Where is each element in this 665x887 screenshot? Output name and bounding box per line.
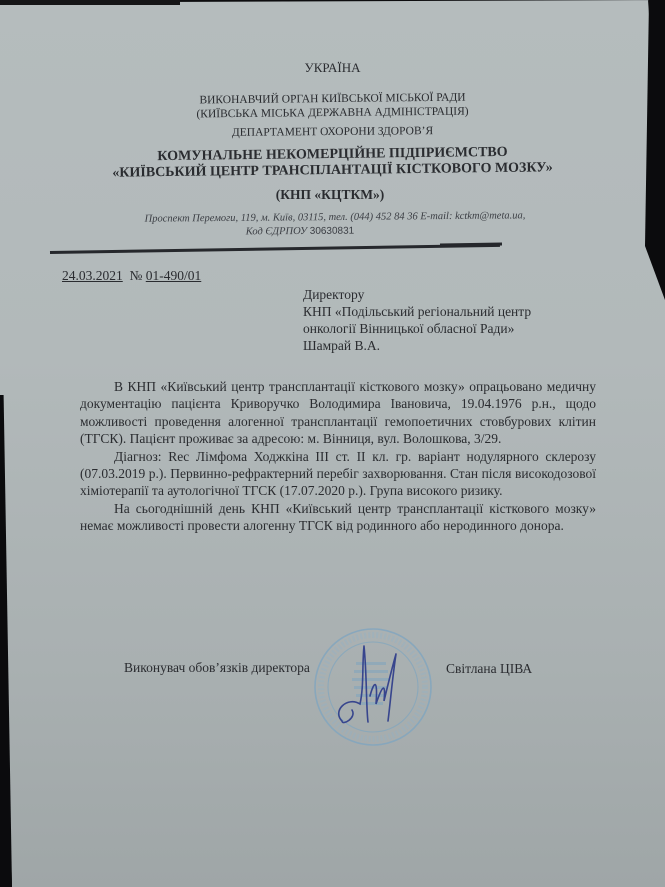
document-reference [62, 268, 201, 284]
organization-name-line-2: «КИЇВСЬКИЙ ЦЕНТР ТРАНСПЛАНТАЦІЇ КІСТКОВОГО МОЗКУ» [112, 160, 553, 181]
country-heading: УКРАЇНА [304, 60, 361, 75]
addressee-line-2: КНП «Подільський регіональний центр [303, 304, 532, 319]
authority-line-1: ВИКОНАВЧИЙ ОРГАН КИЇВСЬКОЇ МІСЬКОЇ РАДИ [199, 91, 466, 107]
addressee-line-3: онкології Вінницької обласної Ради» [303, 321, 515, 336]
edrpou-code-label: Код ЄДРПОУ [245, 225, 308, 238]
document-number: 01-490/01 [145, 268, 202, 283]
authority-line-2: (КИЇВСЬКА МІСЬКА ДЕРЖАВНА АДМІНІСТРАЦІЯ) [196, 105, 469, 121]
addressee-line-1: Директору [303, 287, 365, 302]
photo-background-edge-top [0, 0, 180, 5]
letter-body [80, 378, 596, 535]
organization-address: Проспект Перемоги, 119, м. Київ, 03115, тел. (044) 452 84 36 E-mail: kctkm@meta.ua, [144, 210, 526, 225]
signatory-name: Світлана ЦІВА [446, 661, 533, 676]
signatory-title: Виконувач обов’язків директора [124, 660, 310, 675]
department-line: ДЕПАРТАМЕНТ ОХОРОНИ ЗДОРОВ’Я [231, 125, 434, 139]
document-date: 24.03.2021 [62, 268, 123, 283]
body-paragraph-2: Діагноз: Rec Лімфома Ходжкіна III ст. II кл. гр. варіант нодулярного склерозу (07.03.2019 р.). Первинно-рефрактерний перебіг захворювання. Стан після високодозової хіміотерапії та аутологічної ТГСК (17.07.2020 р.). Група високого ризику. [80, 448, 596, 499]
body-paragraph-1: В КНП «Київський центр трансплантації кісткового мозку» опрацьовано медичну документацію пацієнта Криворучко Володимира Івановича, 19.04.1976 р.н., щодо можливості проведення алогенної трансплантації гемопоетичних стовбурових клітин (ТГСК). Пацієнт проживає за адресою: м. Вінниця, вул. Волошкова, 3/29. [80, 379, 596, 447]
edrpou-code-value: 30630831 [309, 225, 355, 237]
addressee-line-4: Шамрай В.А. [303, 338, 380, 353]
official-stamp-icon [312, 626, 434, 748]
organization-name-line-1: КОМУНАЛЬНЕ НЕКОМЕРЦІЙНЕ ПІДПРИЄМСТВО [157, 144, 508, 165]
signature-icon [339, 646, 396, 723]
organization-abbreviation: (КНП «КЦТКМ») [275, 187, 385, 202]
number-sign: № [129, 268, 143, 283]
body-paragraph-3: На сьогоднішній день КНП «Київський центр трансплантації кісткового мозку» немає можливості провести алогенну ТГСК від родинного або неродинного донора. [80, 500, 596, 534]
